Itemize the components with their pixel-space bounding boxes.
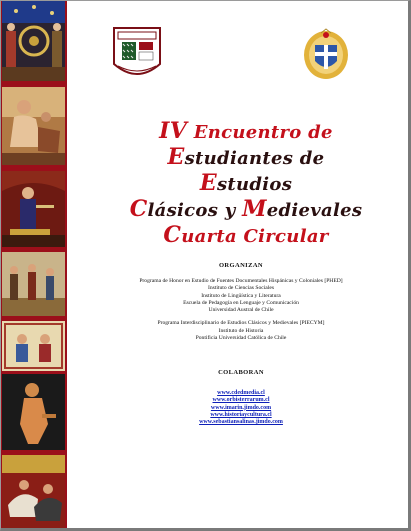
organizer-line: Instituto de Lingüística y Literatura (201, 292, 281, 299)
illustration-riders (2, 455, 65, 529)
organizer-line: Universidad Austral de Chile (208, 307, 274, 314)
illustration-fresco (2, 87, 65, 165)
colaboran-heading: COLABORAN (218, 369, 264, 376)
organizer-line: Programa Interdisciplinario de Estudios Clásicos y Medievales [PIECYM] (157, 320, 325, 327)
title-line-1: IV Encuentro de (159, 118, 333, 144)
organizer-line: Instituto de Historia (218, 327, 264, 334)
organizer-line: Instituto de Ciencias Sociales (207, 285, 275, 292)
image-strip (1, 1, 67, 529)
illustration-astronomy (2, 1, 65, 81)
illustration-figure (2, 374, 65, 450)
illustration-scholar (2, 171, 65, 247)
colaboran-section (71, 369, 411, 426)
link-sebastiansalinas[interactable]: www.sebastiansalinas.jimdo.com (199, 419, 283, 426)
illustration-procession (2, 252, 65, 316)
organizer-line: Programa de Honor en Estudio de Fuentes Documentales Hispánicas y Coloniales [PHED] (139, 278, 343, 284)
organizan-heading: ORGANIZAN (218, 262, 264, 269)
organizer-line: Escuela de Pedagogía en Lenguaje y Comunicación (183, 299, 299, 306)
organizan-section (71, 262, 411, 342)
university-austral-seal (112, 26, 162, 81)
title-line-3: Estudios (199, 170, 293, 196)
illustration-manuscript (2, 321, 65, 371)
link-cdedmedia[interactable]: www.cdedmedia.cl (217, 390, 265, 396)
title-line-2: Estudiantes de (167, 144, 325, 170)
link-orbisterrarum[interactable]: www.orbisterrarum.cl (212, 397, 270, 404)
pontificia-catolica-seal (301, 27, 351, 81)
link-historiaycultura[interactable]: www.historiaycultura.cl (210, 411, 272, 418)
link-imarin[interactable]: www.imarin.jimdo.com (210, 404, 272, 411)
title-line-4: Clásicos y Medievales (129, 196, 363, 222)
title-line-5: Cuarta Circular (163, 222, 329, 248)
document-title (101, 119, 391, 249)
organizer-line: Pontificia Universidad Católica de Chile (195, 335, 287, 342)
